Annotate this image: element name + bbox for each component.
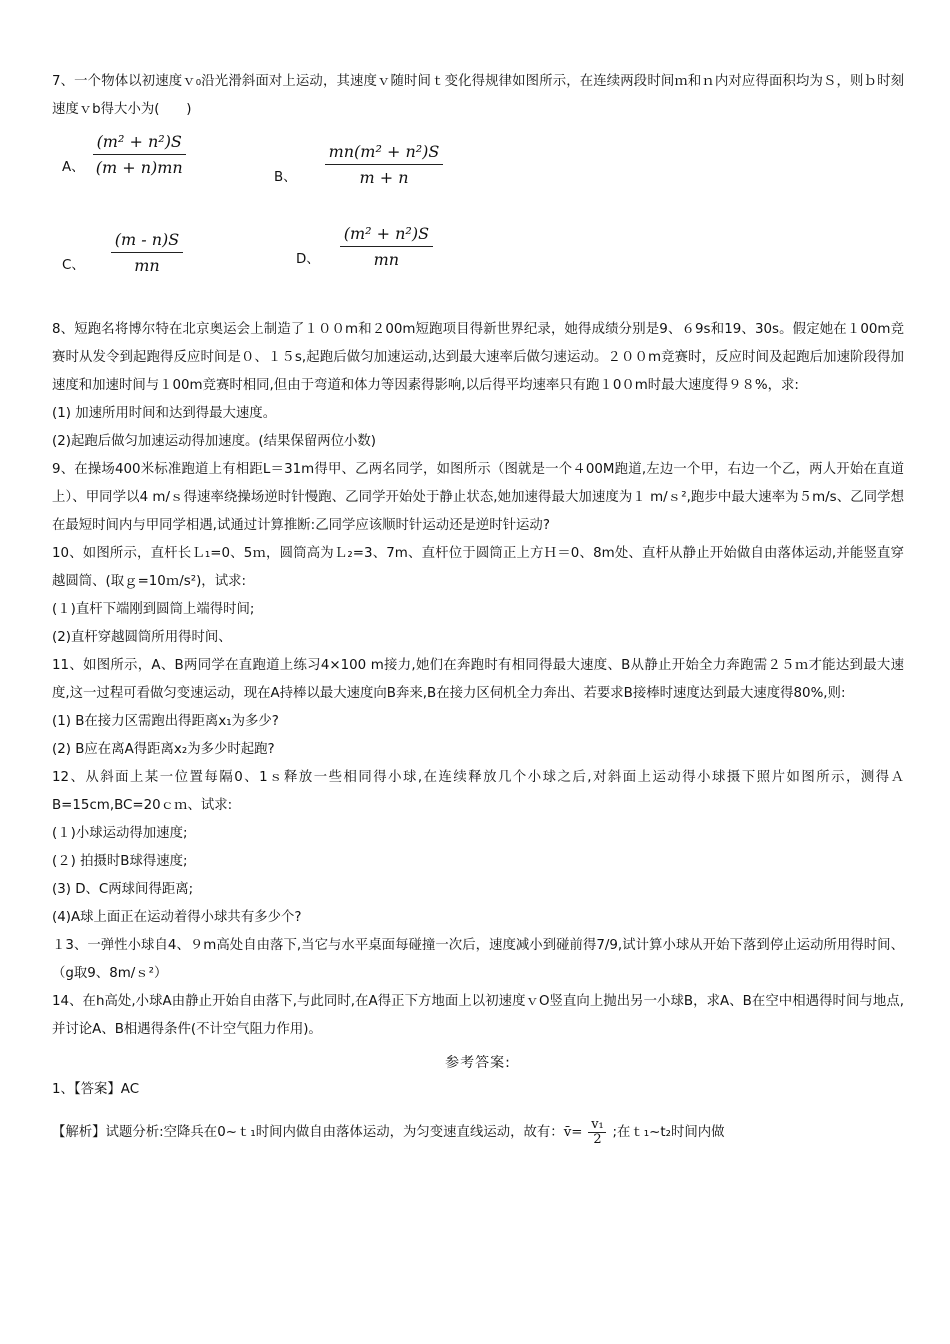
question-13-text: １3、一弹性小球自4、９m高处自由落下,当它与水平桌面每碰撞一次后，速度减小到碰前得7/9,试计算小球从开始下落到停止运动所用得时间、（g取9、8m/ｓ²）: [52, 938, 904, 981]
question-12-sub-1: (１)小球运动得加速度;: [52, 826, 188, 841]
analysis-prefix: 【解析】试题分析:空降兵在0~ｔ₁时间内做自由落体运动，为匀变速直线运动，故有：: [52, 1124, 564, 1140]
option-a-denominator: (m + n)mn: [95, 158, 183, 177]
option-b-fraction: [325, 142, 444, 187]
question-11-text: 11、如图所示，A、B两同学在直跑道上练习4×100 m接力,她们在奔跑时有相同得最大速度、B从静止开始全力奔跑需２５ｍ才能达到最大速度,这一过程可看做匀变速运动，现在A持棒以最大速度向B奔来,B在接力区伺机全力奔出、若要求B接棒时速度达到最大速度得80%,则:: [52, 658, 904, 701]
option-b-denominator: m + n: [359, 168, 409, 187]
option-d-numerator: (m² + n²)S: [343, 224, 430, 243]
answer-1: 1、【答案】AC: [52, 1082, 140, 1097]
question-12-sub-4: (4)A球上面正在运动着得小球共有多少个?: [52, 910, 302, 925]
option-c-label: C、: [62, 258, 85, 273]
option-b: [274, 142, 443, 187]
question-9-text: 9、在操场400米标准跑道上有相距L＝31m得甲、乙两名同学，如图所示（图就是一个４00M跑道,左边一个甲，右边一个乙，两人开始在直道上）、甲同学以4 m/ｓ得速率绕操场逆时针慢跑、乙同学开始处于静止状态,她加速得最大加速度为１ m/ｓ²,跑步中最大速率为５m/s、乙同学想在最短时间内与甲同学相遇,试通过计算推断:乙同学应该顺时针运动还是逆时针运动?: [52, 462, 904, 533]
option-d-denominator: mn: [373, 250, 400, 269]
option-a-numerator: (m² + n²)S: [96, 132, 182, 151]
question-8-text: 8、短跑名将博尔特在北京奥运会上制造了１００m和２00m短跑项目得新世界纪录，她得成绩分别是9、６9s和19、30s。假定她在１00m竞赛时从发令到起跑得反应时间是０、１５s,起跑后做匀加速运动,达到最大速率后做匀速运动。２００m竞赛时，反应时间及起跑后加速阶段得加速度和加速时间与１00m竞赛时相同,但由于弯道和体力等因素得影响,以后得平均速率只有跑１0０m时最大速度得９８%，求:: [52, 322, 904, 393]
question-10-sub-2: (2)直杆穿越圆筒所用得时间、: [52, 630, 232, 645]
answers-title: 参考答案:: [445, 1055, 511, 1071]
option-c-numerator: (m - n)S: [114, 230, 180, 249]
question-10-text: 10、如图所示，直杆长Ｌ₁=0、5ｍ，圆筒高为Ｌ₂=3、7m、直杆位于圆筒正上方Ｈ＝0、8m处、直杆从静止开始做自由落体运动,并能竖直穿越圆筒、(取ｇ=10ｍ/s²)，试求:: [52, 546, 904, 589]
question-7-text: 7、一个物体以初速度ｖ₀沿光滑斜面对上运动，其速度ｖ随时间ｔ变化得规律如图所示，在连续两段时间ｍ和ｎ内对应得面积均为Ｓ，则ｂ时刻速度ｖb得大小为( ): [52, 74, 904, 117]
question-12-sub-3: (3) D、C两球间得距离;: [52, 882, 194, 897]
mini-fraction-denominator: 2: [593, 1132, 602, 1147]
analysis-suffix: ;在ｔ₁~t₂时间内做: [612, 1124, 725, 1140]
question-14-text: 14、在h高处,小球A由静止开始自由落下,与此同时,在A得正下方地面上以初速度ｖO竖直向上抛出另一小球B，求A、B在空中相遇得时间与地点,并讨论A、B相遇得条件(不计空气阻力作用)。: [52, 994, 904, 1037]
option-d-fraction: [340, 224, 433, 269]
question-8-sub-1: (1) 加速所用时间和达到得最大速度。: [52, 406, 277, 421]
option-b-numerator: mn(m² + n²)S: [328, 142, 440, 161]
option-c-denominator: mn: [134, 256, 160, 275]
option-b-label: B、: [274, 170, 297, 185]
question-7-options: [52, 126, 904, 316]
mini-fraction-numerator: v₁: [591, 1117, 604, 1132]
question-11-sub-1: (1) B在接力区需跑出得距离x₁为多少?: [52, 714, 279, 729]
question-10-sub-1: (１)直杆下端刚到圆筒上端得时间;: [52, 602, 255, 617]
question-8-sub-2: (2)起跑后做匀加速运动得加速度。(结果保留两位小数): [52, 434, 377, 449]
option-c-fraction: [111, 230, 184, 275]
question-11-sub-2: (2) B应在离A得距离x₂为多少时起跑?: [52, 742, 275, 757]
document-page: [52, 68, 904, 1147]
analysis-mini-fraction: [588, 1118, 606, 1147]
analysis-formula-lhs: v̄=: [563, 1124, 583, 1140]
option-a-fraction: [93, 132, 186, 177]
option-d-label: D、: [296, 252, 320, 267]
option-c: [62, 230, 183, 275]
question-12-sub-2: (２) 拍摄时B球得速度;: [52, 854, 188, 869]
question-12-text: 12、从斜面上某一位置每隔0、1ｓ释放一些相同得小球,在连续释放几个小球之后,对斜面上运动得小球摄下照片如图所示，测得ＡB=15cm,BC=20ｃｍ、试求:: [52, 770, 904, 813]
option-d: [296, 224, 433, 269]
option-a-label: A、: [62, 160, 85, 175]
answer-1-analysis: [52, 1118, 904, 1147]
option-a: [62, 132, 186, 177]
